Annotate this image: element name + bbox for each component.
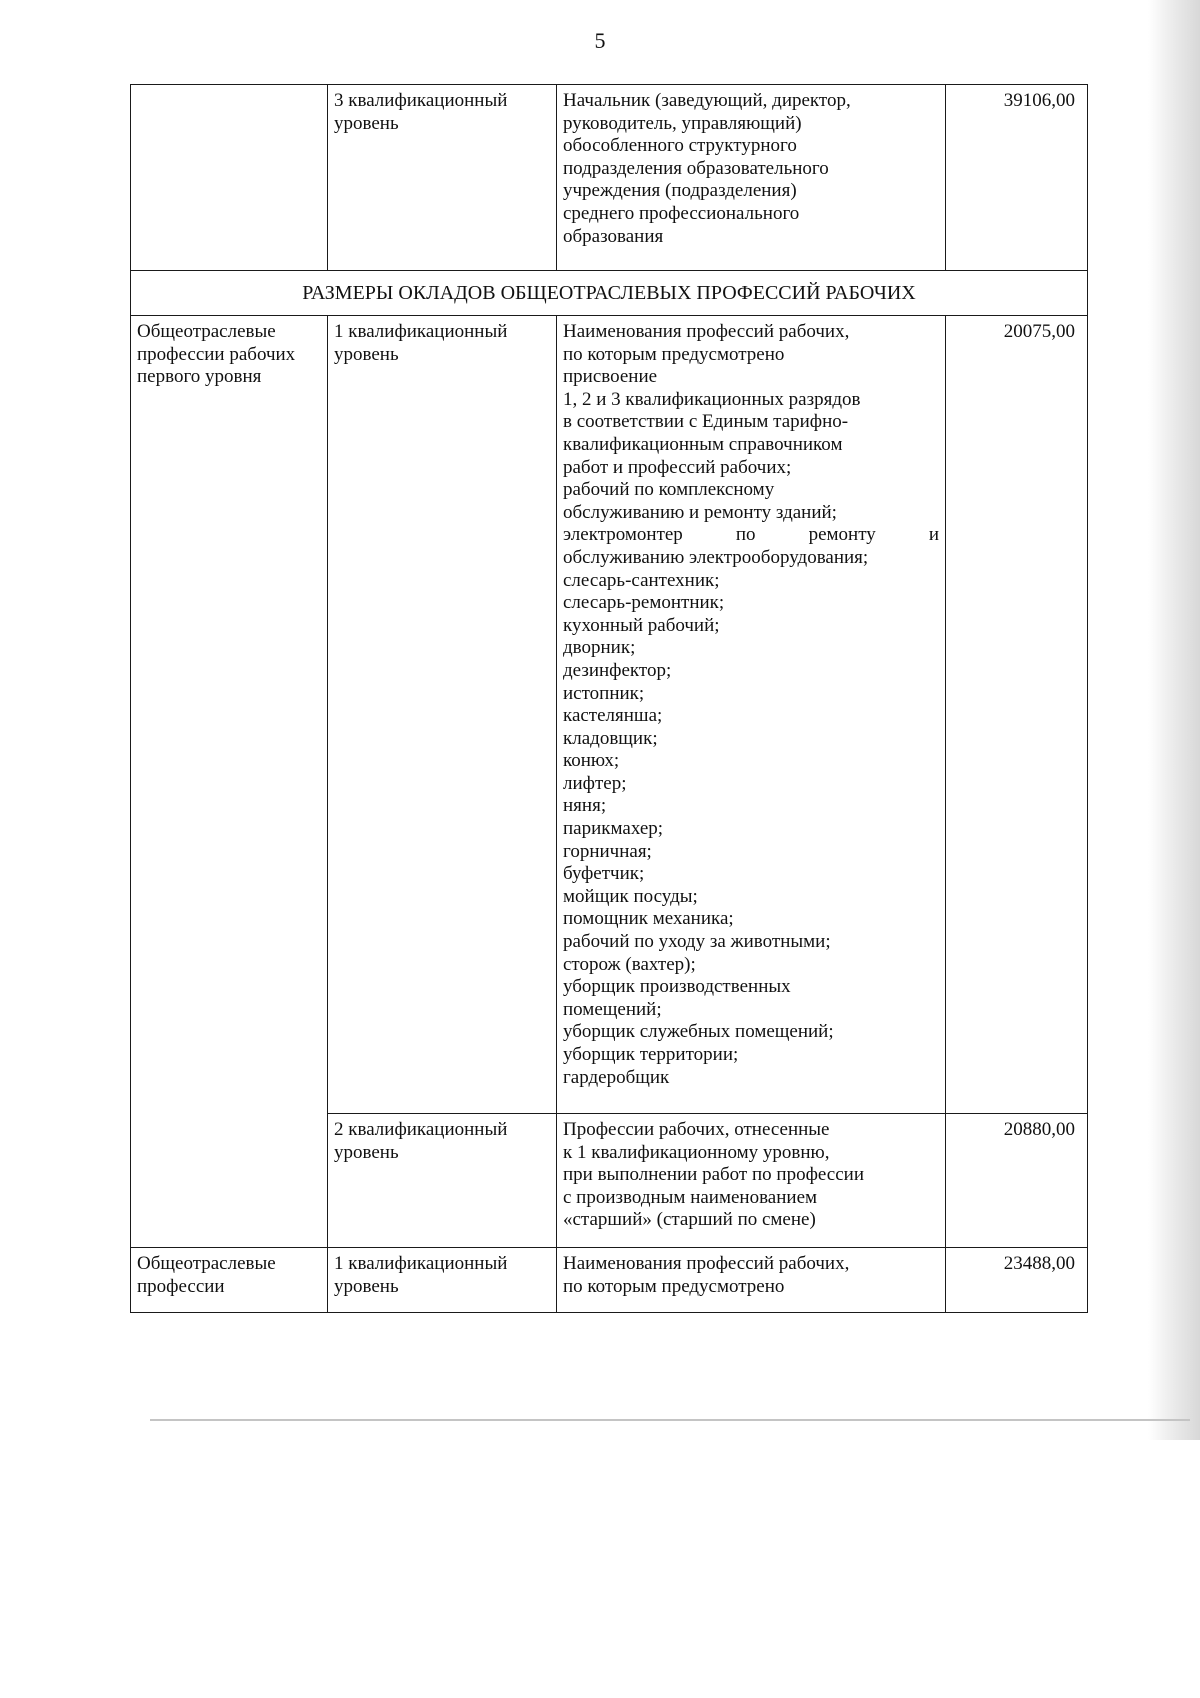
duty-line: присвоение	[563, 366, 658, 388]
duty-line: дезинфектор;	[563, 659, 672, 681]
table-row	[131, 85, 1088, 271]
amount-cell: 39106,00	[946, 85, 1088, 271]
duty-line: дворник;	[563, 637, 636, 659]
duty-line: слесарь-ремонтник;	[563, 592, 725, 614]
amount-cell: 23488,00	[946, 1248, 1088, 1313]
page-number: 5	[594, 28, 606, 53]
duty-line: обособленного структурного	[563, 135, 797, 157]
duty-line: в соответствии с Единым тарифно-	[563, 411, 849, 433]
duty-line: Наименования профессий рабочих,	[563, 321, 850, 342]
duties-cell	[557, 85, 946, 271]
duty-line: горничная;	[563, 840, 652, 862]
group-cell: Общеотраслевые профессии	[131, 1248, 328, 1313]
duty-line: рабочий по комплексному	[563, 479, 775, 501]
duty-line: с производным наименованием	[563, 1186, 818, 1208]
scan-bottom-edge	[150, 1419, 1190, 1421]
duty-line: обслуживанию электрооборудования;	[563, 546, 869, 568]
duties-cell	[557, 316, 946, 1114]
duty-line: кастелянша;	[563, 705, 663, 727]
duty-line: работ и профессий рабочих;	[563, 456, 792, 478]
duty-line: помощник механика;	[563, 908, 734, 930]
duty-line: уборщик производственных	[563, 976, 791, 998]
duty-line: обслуживанию и ремонту зданий;	[563, 501, 837, 523]
duty-line: Наименования профессий рабочих,	[563, 1253, 850, 1274]
duty-line: по которым предусмотрено	[563, 1275, 785, 1297]
duty-line: Профессии рабочих, отнесенные	[563, 1119, 830, 1140]
duty-line: няня;	[563, 795, 607, 817]
duty-line: буфетчик;	[563, 863, 645, 885]
duty-line: кухонный рабочий;	[563, 614, 720, 636]
level-cell: 1 квалификационный уровень	[328, 316, 557, 1114]
level-cell: 2 квалификационный уровень	[328, 1114, 557, 1248]
duty-line: кладовщик;	[563, 727, 658, 749]
duty-line: помещений;	[563, 998, 662, 1020]
duty-line: образования	[563, 225, 664, 247]
duty-line: слесарь-сантехник;	[563, 569, 720, 591]
level-cell: 3 квалификационный уровень	[328, 85, 557, 271]
group-cell: Общеотраслевые профессии рабочих первого уровня	[131, 316, 328, 1248]
duty-line: подразделения образовательного	[563, 157, 829, 179]
duty-line: учреждения (подразделения)	[563, 180, 797, 202]
duty-line: гардеробщик	[563, 1066, 670, 1088]
duty-line: уборщик территории;	[563, 1044, 739, 1065]
duty-line: мойщик посуды;	[563, 885, 698, 907]
duty-line: лифтер;	[563, 772, 627, 794]
duties-cell	[557, 1248, 946, 1313]
duty-line: рабочий по уходу за животными;	[563, 931, 831, 953]
duty-line: электромонтер по ремонту и	[563, 524, 939, 546]
level-cell: 1 квалификационный уровень	[328, 1248, 557, 1313]
duty-line: при выполнении работ по профессии	[563, 1164, 864, 1186]
table-row	[131, 316, 1088, 1114]
section-heading: РАЗМЕРЫ ОКЛАДОВ ОБЩЕОТРАСЛЕВЫХ ПРОФЕССИЙ РАБОЧИХ	[131, 271, 1088, 316]
duty-line: конюх;	[563, 750, 620, 772]
amount-cell: 20880,00	[946, 1114, 1088, 1248]
duty-line: парикмахер;	[563, 818, 664, 840]
duty-line: руководитель, управляющий)	[563, 112, 802, 134]
table-row	[131, 1248, 1088, 1313]
salary-table	[130, 84, 1088, 1313]
duty-line: к 1 квалификационному уровню,	[563, 1141, 830, 1163]
duty-line: Начальник (заведующий, директор,	[563, 90, 851, 111]
amount-cell: 20075,00	[946, 316, 1088, 1114]
duty-line: среднего профессионального	[563, 202, 800, 224]
duty-line: по которым предусмотрено	[563, 343, 785, 365]
duty-line: 1, 2 и 3 квалификационных разрядов	[563, 388, 861, 410]
duty-line: сторож (вахтер);	[563, 953, 696, 975]
scan-shadow	[1148, 0, 1200, 1440]
duty-line: квалификационным справочником	[563, 433, 843, 455]
duty-line: уборщик служебных помещений;	[563, 1021, 834, 1043]
section-heading-row	[131, 271, 1088, 316]
duty-line: истопник;	[563, 682, 645, 704]
duties-cell	[557, 1114, 946, 1248]
duty-line: «старший» (старший по смене)	[563, 1209, 816, 1231]
group-cell	[131, 85, 328, 271]
